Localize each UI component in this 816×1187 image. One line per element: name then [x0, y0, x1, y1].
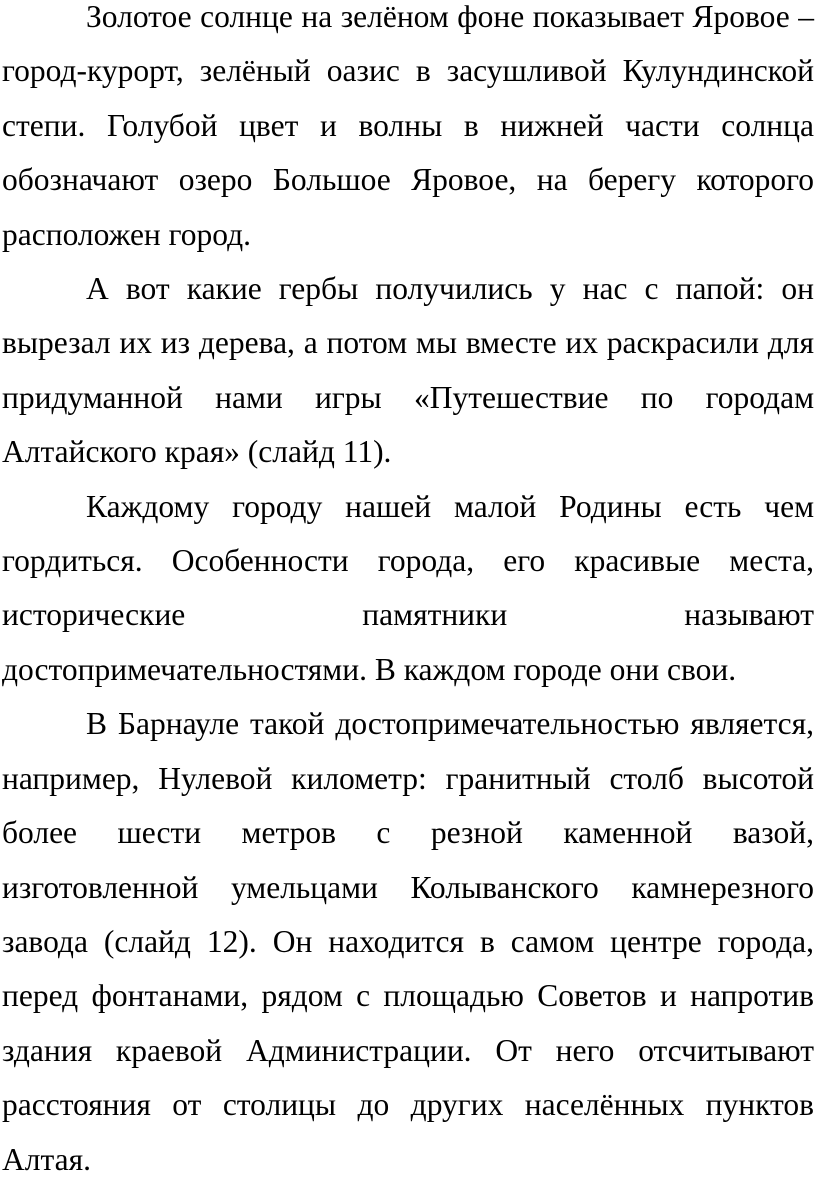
- paragraph-yarovoe-coat-of-arms: Золотое солнце на зелёном фоне показывает Яровое – город-курорт, зелёный оазис в засушливой Кулундинской степи. Голубой цвет и волны в нижней части солнца обозначают озеро Большое Яровое, на берегу которого расположен город.: [2, 0, 814, 252]
- paragraph-barnaul-zero-kilometer: В Барнауле такой достопримечательностью является, например, Нулевой километр: гранитный столб высотой более шести метров с резной каменной вазой, изготовленной умельцами Колыванского камнерезного завода (слайд 12). Он находится в самом центре города, перед фонтанами, рядом с площадью Советов и напротив здания краевой Администрации. От него отсчитывают расстояния от столицы до других населённых пунктов Алтая.: [2, 706, 814, 1177]
- paragraph-carved-coats-of-arms: А вот какие гербы получились у нас с папой: он вырезал их из дерева, а потом мы вместе их раскрасили для придуманной нами игры «Путешествие по городам Алтайского края» (слайд 11).: [2, 271, 814, 470]
- paragraph-city-landmarks: Каждому городу нашей малой Родины есть чем гордиться. Особенности города, его красивые места, исторические памятники называют достопримечательностями. В каждом городе они свои.: [2, 488, 814, 687]
